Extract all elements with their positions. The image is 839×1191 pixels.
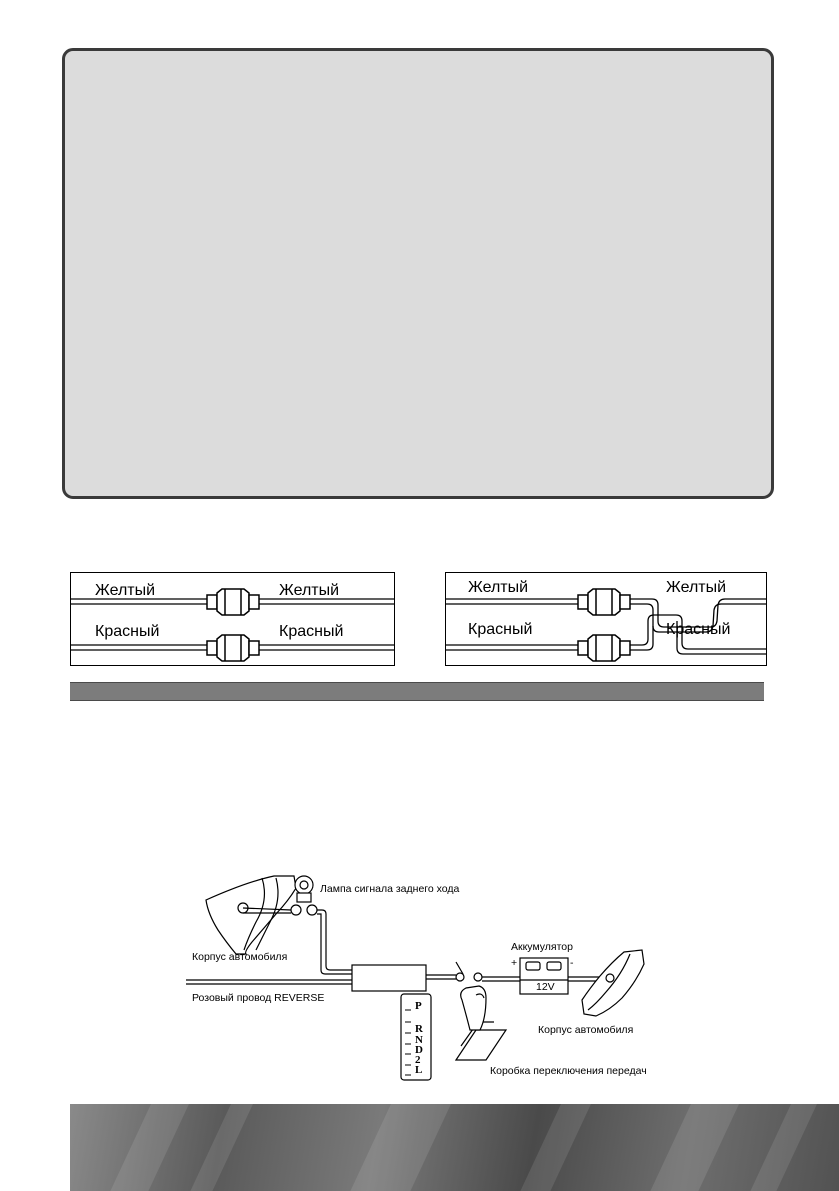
connector-icon <box>578 635 630 661</box>
battery-voltage: 12V <box>536 981 555 993</box>
wiring-crossed-svg <box>446 573 766 665</box>
gear-label-l: L <box>415 1064 423 1076</box>
label-gearbox: Коробка переключения передач <box>490 1065 646 1077</box>
gear-label-r: R <box>415 1023 423 1035</box>
label-car-body-right: Корпус автомобиля <box>538 1024 634 1036</box>
connector-icon <box>578 589 630 615</box>
note-box <box>62 48 774 499</box>
wire-label-yellow: Желтый <box>666 579 727 596</box>
connector-icon <box>207 589 259 615</box>
wire-label-red: Красный <box>279 623 344 640</box>
wiring-panel-crossed <box>445 572 767 666</box>
section-header-bar <box>70 682 764 701</box>
wire-label-red: Красный <box>95 623 160 640</box>
wiring-direct-svg <box>71 573 394 665</box>
gear-label-n: N <box>415 1034 423 1046</box>
gear-label-p: P <box>415 1000 422 1012</box>
footer-decorative-band <box>70 1104 839 1191</box>
battery-minus: - <box>570 957 574 969</box>
wire-label-red: Красный <box>666 621 731 638</box>
car-body-left-icon <box>206 876 296 954</box>
gear-label-d: D <box>415 1044 423 1056</box>
connector-icon <box>207 635 259 661</box>
battery-plus: + <box>511 957 518 969</box>
label-battery: Аккумулятор <box>511 941 573 953</box>
wiring-panel-direct <box>70 572 395 666</box>
wire-label-red: Красный <box>468 621 533 638</box>
label-car-body-left: Корпус автомобиля <box>192 951 288 963</box>
label-pink-wire: Розовый провод REVERSE <box>192 992 325 1004</box>
car-body-right-icon <box>582 950 644 1016</box>
wire-label-yellow: Желтый <box>468 579 529 596</box>
reverse-wiring-diagram <box>186 870 646 1085</box>
gear-label-2: 2 <box>415 1054 421 1066</box>
reverse-module <box>352 965 426 991</box>
label-reverse-lamp: Лампа сигнала заднего хода <box>320 883 460 895</box>
wire-label-yellow: Желтый <box>279 582 340 599</box>
wire-label-yellow: Желтый <box>95 582 156 599</box>
reverse-wiring-svg <box>186 870 646 1085</box>
gear-shifter-icon <box>456 986 506 1060</box>
